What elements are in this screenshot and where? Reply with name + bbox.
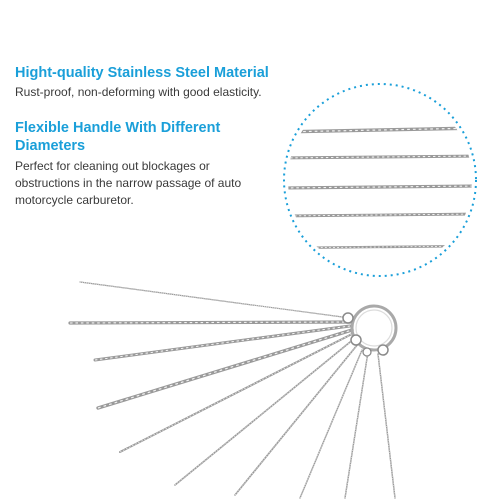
cleaning-wire [80,282,350,318]
cleaning-wire [345,352,368,498]
feature-2-description: Perfect for cleaning out blockages or obstructions in the narrow passage of auto motorcycle carburetor. [15,159,242,207]
feature-2-title: Flexible Handle With Different Diameters [15,120,221,154]
cleaning-wire [70,322,352,323]
feature-1-title: Hight-quality Stainless Steel Material [15,65,269,81]
feature-1-description: Rust-proof, non-deforming with good elasticity. [15,85,262,99]
wire-loop-1 [343,313,353,323]
wire-loop-3 [378,345,388,355]
cleaning-wire [378,354,395,498]
cleaning-wire [300,350,362,498]
wire-loop-2 [351,335,361,345]
wire-loop-4 [363,348,371,356]
cleaning-wire [175,338,355,485]
cleaning-wire [235,344,358,495]
